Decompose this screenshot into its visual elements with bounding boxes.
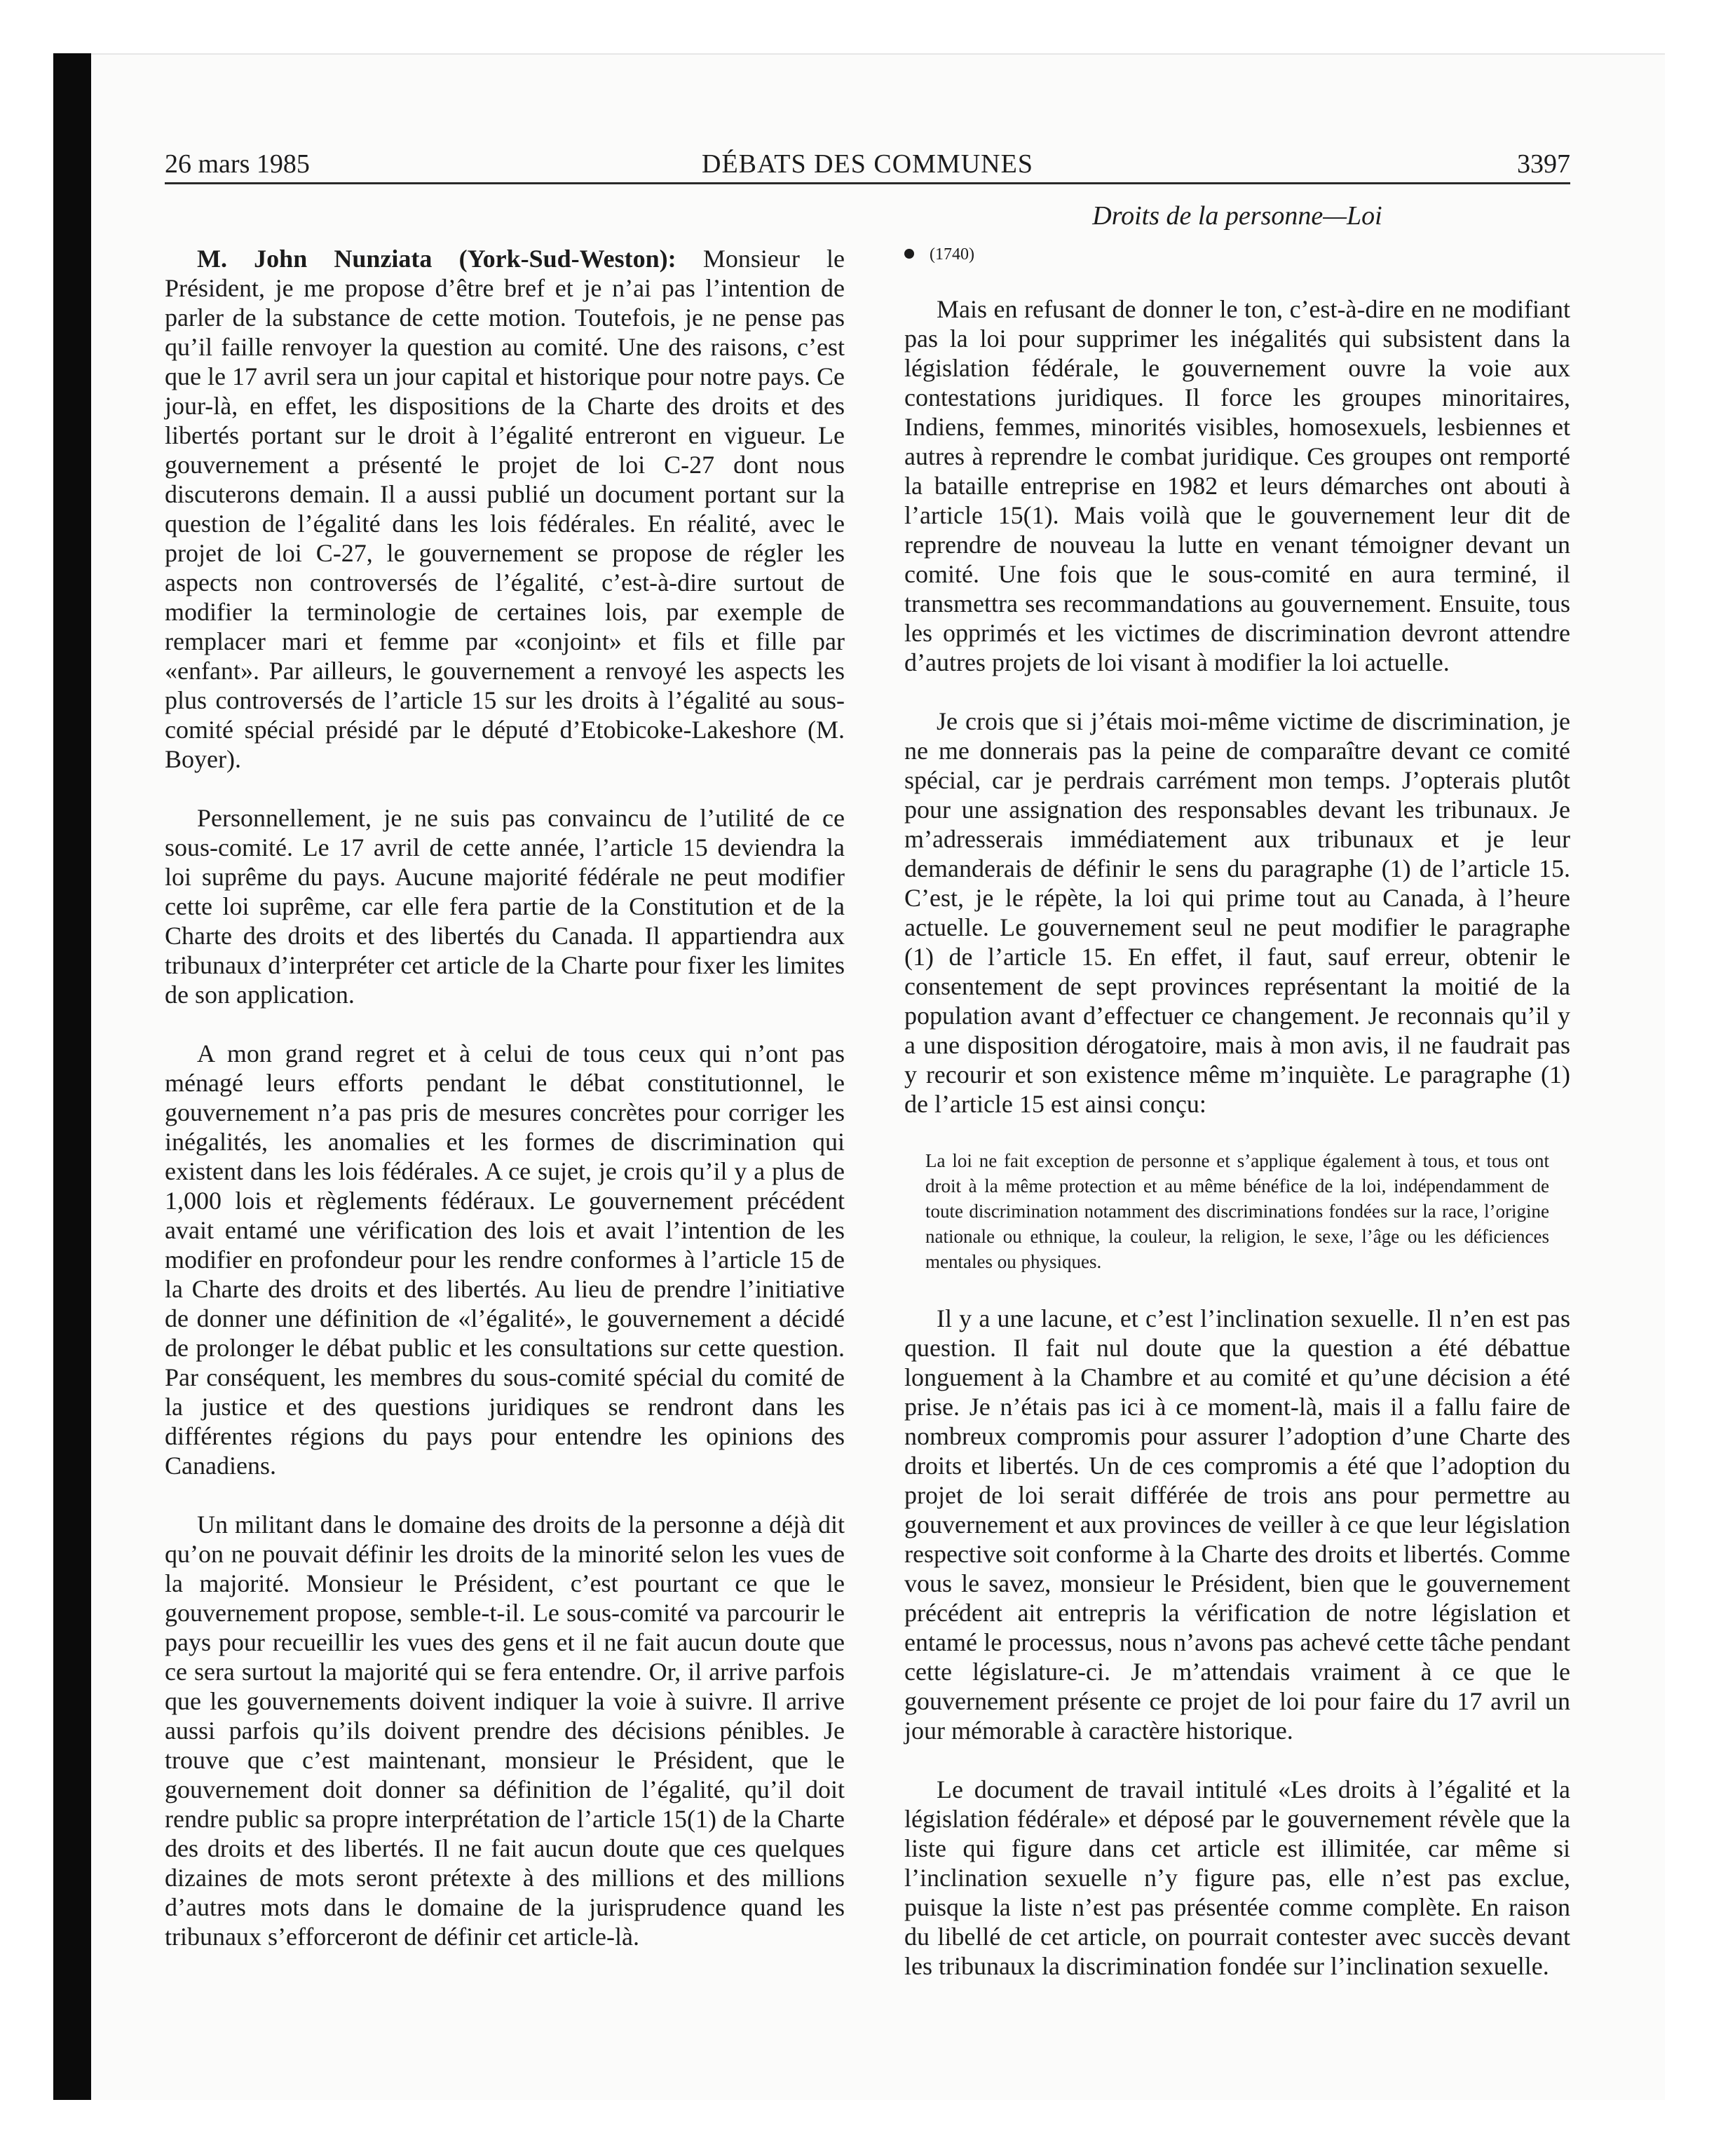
- paragraph: Il y a une lacune, et c’est l’inclination sexuelle. Il n’en est pas question. Il fait nul doute que la question a été débattue longuement à la Chambre et au comité et qu’une décision a été prise. Je n’étais pas ici à ce moment-là, mais il a fallu faire de nombreux compromis pour assurer l’adoption d’une Charte des droits et libertés. Un de ces compromis a été que l’adoption du projet de loi serait différée de trois ans pour permettre au gouvernement et aux provinces de veiller à ce que leur législation respective soit conforme à la Charte des droits et libertés. Comme vous le savez, monsieur le Président, bien que le gouvernement précédent ait entrepris la vérification de notre législation et entamé le processus, nous n’avons pas achevé cette tâche pendant cette législature-ci. Je m’attendais vraiment à ce que le gouvernement présente ce projet de loi pour faire du 17 avril un jour mémorable à caractère historique.: [904, 1304, 1570, 1745]
- paragraph: [165, 244, 845, 774]
- header-title: DÉBATS DES COMMUNES: [702, 149, 1033, 179]
- timestamp-marker: [904, 244, 1570, 265]
- paragraph-text: Monsieur le Président, je me propose d’être bref et je n’ai pas l’intention de parler de la substance de cette motion. Toutefois, je ne pense pas qu’il faille renvoyer la question au comité. Une des raisons, c’est que le 17 avril sera un jour capital et historique pour notre pays. Ce jour-là, en effet, les dispositions de la Charte des droits et des libertés portant sur le droit à l’égalité entreront en vigueur. Le gouvernement a présenté le projet de loi C-27 dont nous discuterons demain. Il a aussi publié un document portant sur la question de l’égalité dans les lois fédérales. En réalité, avec le projet de loi C-27, le gouvernement se propose de régler les aspects non controversés de l’égalité, c’est-à-dire surtout de modifier la terminologie de certaines lois, par exemple de remplacer mari et femme par «conjoint» et fils et fille par «enfant». Par ailleurs, le gouvernement a renvoyé les aspects les plus controversés de l’article 15 sur les droits à l’égalité au sous-comité spécial présidé par le député d’Etobicoke-Lakeshore (M. Boyer).: [165, 245, 845, 773]
- paragraph: Le document de travail intitulé «Les droits à l’égalité et la législation fédérale» et déposé par le gouvernement révèle que la liste qui figure dans cet article est illimitée, car même si l’inclination sexuelle n’y figure pas, elle n’est pas exclue, puisque la liste n’est pas présentée comme complète. En raison du libellé de cet article, on pourrait contester avec succès devant les tribunaux la discrimination fondée sur l’inclination sexuelle.: [904, 1775, 1570, 1980]
- left-column: [165, 244, 845, 1981]
- bullet-icon: [904, 249, 914, 259]
- paragraph: Mais en refusant de donner le ton, c’est-à-dire en ne modifiant pas la loi pour supprimer les inégalités qui subsistent dans la législation fédérale, le gouvernement ouvre la voie aux contestations juridiques. Il force les groupes minoritaires, Indiens, femmes, minorités visibles, homosexuels, lesbiennes et autres à reprendre le combat juridique. Ces groupes ont remporté la bataille entreprise en 1982 et leurs démarches ont abouti à l’article 15(1). Mais voilà que le gouvernement leur dit de reprendre de nouveau la lutte en venant témoigner devant un comité. Une fois que le sous-comité en aura terminé, il transmettra ses recommandations au gouvernement. Ensuite, tous les opprimés et les victimes de discrimination devront attendre d’autres projets de loi visant à modifier la loi actuelle.: [904, 295, 1570, 676]
- scan-margin-bar: [53, 53, 91, 2100]
- right-column: [904, 244, 1570, 2010]
- timestamp: (1740): [930, 245, 974, 264]
- block-quote: La loi ne fait exception de personne et s’applique également à tous, et tous ont droit à la même protection et au même bénéfice de la loi, indépendamment de toute discrimination notamment des discriminations fondées sur la race, l’origine nationale ou ethnique, la couleur, la religion, le sexe, l’âge ou les déficiences mentales ou physiques.: [925, 1150, 1549, 1272]
- speaker-name: M. John Nunziata (York-Sud-Weston):: [197, 245, 676, 273]
- page-header: [165, 146, 1570, 184]
- paragraph: Personnellement, je ne suis pas convaincu de l’utilité de ce sous-comité. Le 17 avril de cette année, l’article 15 deviendra la loi suprême du pays. Aucune majorité fédérale ne peut modifier cette loi suprême, car elle fera partie de la Constitution et de la Charte des droits et des libertés du Canada. Il appartiendra aux tribunaux d’interpréter cet article de la Charte pour fixer les limites de son application.: [165, 804, 845, 1009]
- paragraph: A mon grand regret et à celui de tous ceux qui n’ont pas ménagé leurs efforts pendant le débat constitutionnel, le gouvernement n’a pas pris de mesures concrètes pour corriger les inégalités, les anomalies et les formes de discrimination qui existent dans les lois fédérales. A ce sujet, je crois qu’il y a plus de 1,000 lois et règlements fédéraux. Le gouvernement précédent avait entamé une vérification des lois et avait l’intention de les modifier en profondeur pour les rendre conformes à l’article 15 de la Charte des droits et des libertés. Au lieu de prendre l’initiative de donner une définition de «l’égalité», le gouvernement a décidé de prolonger le débat public et les consultations sur cette question. Par conséquent, les membres du sous-comité spécial du comité de la justice et des questions juridiques se rendront dans les différentes régions du pays pour entendre les opinions des Canadiens.: [165, 1039, 845, 1480]
- header-page-number: 3397: [1517, 149, 1570, 179]
- section-running-title: Droits de la personne—Loi: [1092, 201, 1382, 231]
- paragraph: Un militant dans le domaine des droits de la personne a déjà dit qu’on ne pouvait définir les droits de la minorité selon les vues de la majorité. Monsieur le Président, c’est pourtant ce que le gouvernement propose, semble-t-il. Le sous-comité va parcourir le pays pour recueillir les vues des gens et il ne fait aucun doute que ce sera surtout la majorité qui se fera entendre. Or, il arrive parfois que les gouvernements doivent indiquer la voie à suivre. Il arrive aussi parfois qu’ils doivent prendre des décisions pénibles. Je trouve que c’est maintenant, monsieur le Président, que le gouvernement doit donner sa définition de l’égalité, qu’il doit rendre public sa propre interprétation de l’article 15(1) de la Charte des droits et des libertés. Il ne fait aucun doute que ces quelques dizaines de mots seront prétexte à des millions et des millions d’autres mots dans le domaine de la jurisprudence quand les tribunaux s’efforceront de définir cet article-là.: [165, 1510, 845, 1951]
- paragraph: Je crois que si j’étais moi-même victime de discrimination, je ne me donnerais pas la peine de comparaître devant ce comité spécial, car je perdrais carrément mon temps. J’opterais plutôt pour une assignation des responsables devant les tribunaux. Je m’adresserais immédiatement aux tribunaux et je leur demanderais de définir le sens du paragraphe (1) de l’article 15. C’est, je le répète, la loi qui prime tout au Canada, à l’heure actuelle. Le gouvernement seul ne peut modifier le paragraphe (1) de l’article 15. En effet, il faut, sauf erreur, obtenir le consentement de sept provinces représentant la moitié de la population avant d’effectuer ce changement. Je reconnais qu’il y a une disposition dérogatoire, mais à mon avis, il ne faudrait pas y recourir et son existence même m’inquiète. Le paragraphe (1) de l’article 15 est ainsi conçu:: [904, 707, 1570, 1118]
- header-date: 26 mars 1985: [165, 149, 310, 179]
